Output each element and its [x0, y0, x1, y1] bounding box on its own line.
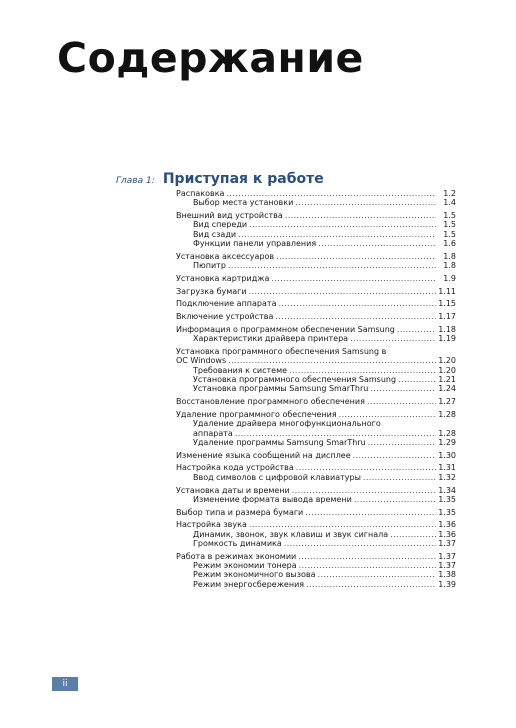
- toc-dot-leader: [235, 429, 436, 438]
- toc-page-number: 1.4: [443, 198, 456, 208]
- toc-dot-leader: [228, 261, 436, 270]
- toc-dot-leader: [271, 274, 436, 283]
- toc-entry[interactable]: [176, 287, 456, 296]
- toc-entry[interactable]: [176, 463, 456, 472]
- toc-entry-text: Изменение языка сообщений на дисплее: [176, 450, 351, 460]
- toc-page-number: 1.36: [438, 520, 456, 530]
- toc-page-number: 1.11: [438, 286, 456, 296]
- toc-dot-leader: [298, 552, 436, 561]
- toc-dot-leader: [249, 220, 436, 229]
- page-title: Содержание: [57, 34, 364, 82]
- toc-subentry[interactable]: [176, 366, 456, 375]
- toc-dot-leader: [276, 252, 436, 261]
- toc-subentry[interactable]: [176, 230, 456, 239]
- toc-entry-text: Удаление программного обеспечения: [176, 409, 337, 419]
- toc-page-number: 1.5: [443, 229, 456, 239]
- toc-dot-leader: [367, 397, 436, 406]
- toc-dot-leader: [370, 384, 436, 393]
- toc-page-number: 1.29: [438, 437, 456, 447]
- toc-entry-text: Режим энергосбережения: [193, 579, 305, 589]
- toc-entry-text: Громкость динамика: [193, 539, 282, 548]
- toc-page-number: 1.35: [438, 507, 456, 517]
- toc-entry[interactable]: [176, 486, 456, 495]
- toc-dot-leader: [306, 580, 436, 589]
- toc-entry-text: Выбор места установки: [193, 198, 294, 208]
- toc-entry[interactable]: [176, 312, 456, 321]
- toc-subentry[interactable]: [176, 334, 456, 343]
- table-of-contents: [176, 189, 456, 589]
- toc-entry-text: Ввод символов с цифровой клавиатуры: [193, 472, 361, 482]
- toc-entry[interactable]: [176, 299, 456, 308]
- toc-entry[interactable]: [176, 451, 456, 460]
- toc-page-number: 1.30: [438, 450, 456, 460]
- toc-entry-text: Настройка кода устройства: [176, 463, 294, 473]
- toc-dot-leader: [354, 495, 436, 504]
- toc-page-number: 1.6: [443, 238, 456, 248]
- toc-page-number: 1.37: [438, 551, 456, 561]
- toc-dot-leader: [226, 189, 436, 198]
- toc-entry[interactable]: [176, 410, 456, 419]
- toc-entry-text: Установка программы Samsung SmarThru: [193, 384, 369, 394]
- toc-page-number: 1.37: [438, 561, 456, 571]
- toc-subentry[interactable]: [176, 384, 456, 393]
- toc-dot-leader: [390, 530, 436, 539]
- toc-entry[interactable]: [176, 347, 456, 356]
- toc-entry-text: Режим экономии тонера: [193, 561, 297, 571]
- toc-subentry[interactable]: [176, 419, 456, 428]
- toc-dot-leader: [296, 463, 436, 472]
- toc-entry-text: Установка программного обеспечения Samsung в: [176, 347, 387, 357]
- chapter-heading: [116, 168, 324, 187]
- toc-entry-text: Изменение формата вывода времени: [193, 494, 352, 504]
- toc-entry-text: Загрузка бумаги: [176, 286, 247, 296]
- toc-dot-leader: [368, 438, 436, 447]
- toc-entry[interactable]: [176, 274, 456, 283]
- toc-dot-leader: [398, 375, 436, 384]
- toc-dot-leader: [299, 561, 436, 570]
- toc-page-number: 1.9: [443, 273, 456, 283]
- toc-dot-leader: [318, 570, 437, 579]
- toc-entry-text: Настройка звука: [176, 520, 247, 530]
- toc-subentry[interactable]: [176, 570, 456, 579]
- toc-entry-text: Вид спереди: [193, 220, 248, 230]
- toc-page-number: 1.28: [438, 409, 456, 419]
- toc-subentry[interactable]: [176, 495, 456, 504]
- toc-entry[interactable]: [176, 508, 456, 517]
- toc-page-number: 1.24: [438, 384, 456, 394]
- toc-page-number: 1.8: [443, 251, 456, 261]
- toc-page-number: 1.5: [443, 220, 456, 230]
- toc-entry-text: Информация о программном обеспечении Samsung: [176, 325, 395, 335]
- toc-dot-leader: [238, 230, 436, 239]
- toc-dot-leader: [275, 312, 436, 321]
- toc-subentry[interactable]: [176, 375, 456, 384]
- toc-dot-leader: [249, 287, 436, 296]
- toc-page-number: 1.5: [443, 211, 456, 221]
- toc-entry-text: Удаление драйвера многофункционального: [193, 419, 381, 429]
- toc-entry-text: Характеристики драйвера принтера: [193, 334, 349, 344]
- toc-entry-text: Режим экономичного вызова: [193, 570, 316, 580]
- toc-subentry[interactable]: [176, 239, 456, 248]
- toc-entry[interactable]: [176, 252, 456, 261]
- toc-entry-text: Работа в режимах экономии: [176, 551, 297, 561]
- toc-dot-leader: [353, 451, 436, 460]
- toc-subentry[interactable]: [176, 473, 456, 482]
- toc-entry[interactable]: [176, 325, 456, 334]
- toc-entry[interactable]: [176, 520, 456, 529]
- toc-entry-text: Установка даты и времени: [176, 485, 290, 495]
- toc-entry[interactable]: [176, 552, 456, 561]
- toc-entry-text: Удаление программы Samsung SmarThru: [193, 437, 366, 447]
- toc-page-number: 1.19: [438, 334, 456, 344]
- toc-dot-leader: [295, 198, 436, 207]
- toc-entry-text: Выбор типа и размера бумаги: [176, 507, 304, 517]
- toc-subentry[interactable]: [176, 220, 456, 229]
- toc-page-number: 1.20: [438, 365, 456, 375]
- toc-subentry[interactable]: [176, 198, 456, 207]
- toc-entry[interactable]: [176, 356, 456, 365]
- toc-page-number: 1.39: [438, 579, 456, 589]
- toc-page-number: 1.32: [438, 472, 456, 482]
- toc-subentry[interactable]: [176, 429, 456, 438]
- toc-entry-text: Распаковка: [176, 189, 225, 198]
- toc-entry[interactable]: [176, 397, 456, 406]
- toc-dot-leader: [318, 239, 436, 248]
- toc-page-number: 1.34: [438, 485, 456, 495]
- toc-entry-text: Установка программного обеспечения Samsung: [193, 375, 397, 385]
- toc-dot-leader: [285, 211, 436, 220]
- toc-page-number: 1.28: [438, 428, 456, 438]
- toc-page-number: 1.17: [438, 312, 456, 322]
- toc-page-number: 1.8: [443, 261, 456, 271]
- toc-page-number: 1.31: [438, 463, 456, 473]
- toc-dot-leader: [228, 356, 436, 365]
- toc-page-number: 1.2: [443, 189, 456, 198]
- toc-dot-leader: [278, 299, 436, 308]
- toc-subentry[interactable]: [176, 561, 456, 570]
- toc-subentry[interactable]: [176, 539, 456, 548]
- toc-entry-text: Установка картриджа: [176, 273, 270, 283]
- toc-page-number: 1.37: [438, 539, 456, 548]
- toc-page-number: 1.36: [438, 529, 456, 539]
- toc-subentry[interactable]: [176, 261, 456, 270]
- toc-page-number: 1.15: [438, 299, 456, 309]
- toc-page-number: 1.21: [438, 375, 456, 385]
- toc-entry-text: ОС Windows: [176, 356, 227, 366]
- toc-page-number: 1.18: [438, 325, 456, 335]
- toc-dot-leader: [339, 410, 436, 419]
- toc-page-number: 1.20: [438, 356, 456, 366]
- toc-entry-text: Требования к системе: [193, 365, 288, 375]
- toc-subentry[interactable]: [176, 530, 456, 539]
- toc-page-number: 1.38: [438, 570, 456, 580]
- toc-entry-text: Вид сзади: [193, 229, 237, 239]
- toc-entry-text: Внешний вид устройства: [176, 211, 283, 221]
- chapter-label: Глава 1:: [116, 176, 155, 186]
- toc-dot-leader: [249, 520, 436, 529]
- toc-dot-leader: [289, 366, 436, 375]
- toc-dot-leader: [350, 334, 436, 343]
- toc-page-number: 1.35: [438, 494, 456, 504]
- toc-dot-leader: [284, 539, 436, 548]
- toc-subentry[interactable]: [176, 438, 456, 447]
- page-number-tab: ii: [52, 677, 78, 691]
- toc-entry-text: Динамик, звонок, звук клавиш и звук сигнала: [193, 529, 389, 539]
- toc-entry-text: аппарата: [193, 428, 233, 438]
- toc-dot-leader: [363, 473, 436, 482]
- toc-entry-text: Установка аксессуаров: [176, 251, 275, 261]
- toc-dot-leader: [305, 508, 436, 517]
- toc-entry-text: Подключение аппарата: [176, 299, 277, 309]
- toc-entry-text: Пюпитр: [193, 261, 226, 271]
- toc-dot-leader: [292, 486, 436, 495]
- toc-entry-text: Включение устройства: [176, 312, 274, 322]
- toc-entry-text: Функции панели управления: [193, 238, 317, 248]
- toc-page-number: 1.27: [438, 397, 456, 407]
- chapter-title: Приступая к работе: [162, 171, 324, 187]
- toc-dot-leader: [397, 325, 436, 334]
- toc-entry[interactable]: [176, 189, 456, 198]
- toc-entry-text: Восстановление программного обеспечения: [176, 397, 365, 407]
- toc-entry[interactable]: [176, 211, 456, 220]
- toc-subentry[interactable]: [176, 580, 456, 589]
